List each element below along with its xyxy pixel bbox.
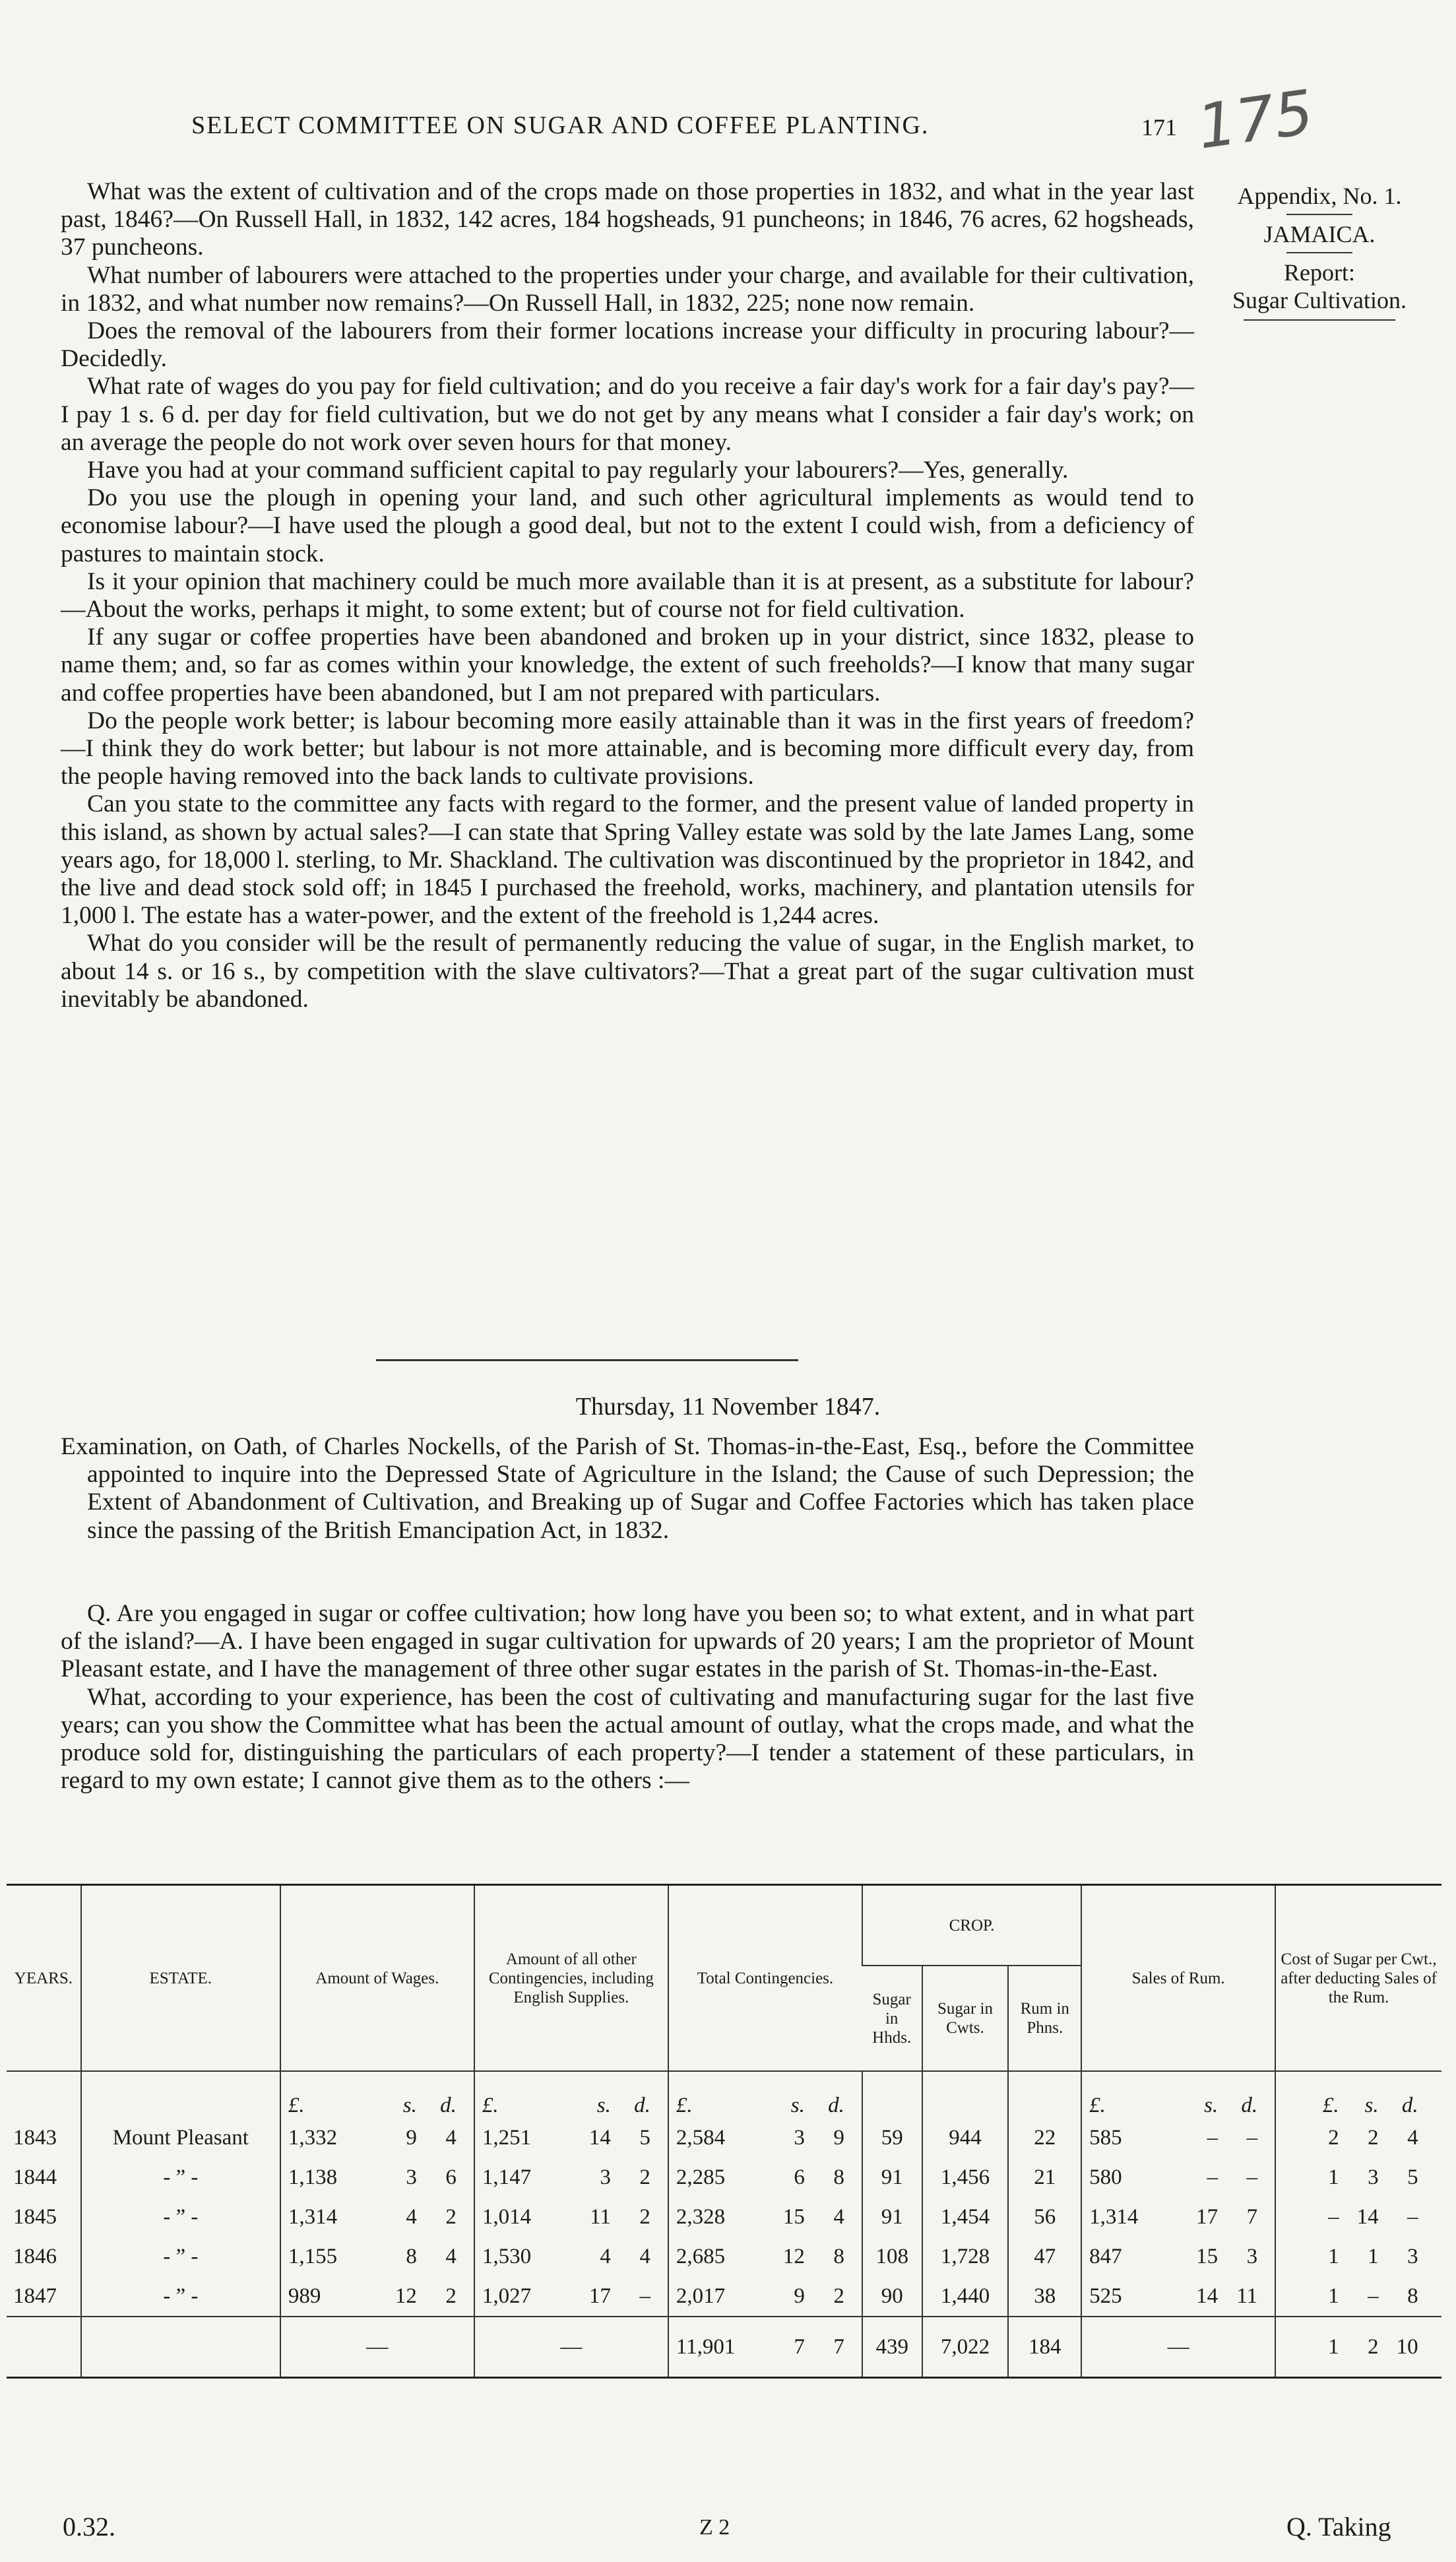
- col-header-sales: Sales of Rum.: [1081, 1885, 1275, 2072]
- table-row: [7, 2276, 1441, 2317]
- total-cell: [668, 2118, 862, 2158]
- unit-labels: £. s. d.: [1089, 2094, 1258, 2117]
- margin-rule: [1286, 214, 1352, 215]
- col-header-total: Total Contingencies.: [668, 1885, 862, 2072]
- col-header-cost: Cost of Sugar per Cwt., after deducting Sales of the Rum.: [1275, 1885, 1441, 2072]
- table-row: [7, 2118, 1441, 2158]
- col-header-years: YEARS.: [7, 1885, 81, 2072]
- sugar-hhds-total-cell: 439: [862, 2317, 922, 2378]
- money-amount: 1,155 8 4: [288, 2244, 457, 2268]
- money-amount: 2 2 4: [1328, 2125, 1418, 2150]
- contingencies-total-cell: —: [474, 2317, 668, 2378]
- cost-cell: [1275, 2276, 1441, 2317]
- col-header-contingencies: Amount of all other Contingencies, including English Supplies.: [474, 1885, 668, 2072]
- estate-cell: - ” -: [81, 2276, 280, 2317]
- paragraph: Do you use the plough in opening your land, and such other agricultural implements as would tend to economise labour?—I have used the plough a good deal, but not to the extent I could wish, from a deficiency of pastures to maintain stock.: [61, 484, 1194, 567]
- sales-cell: [1081, 2276, 1275, 2317]
- margin-sugar-cultivation: Sugar Cultivation.: [1232, 287, 1407, 313]
- money-amount: – 14 –: [1328, 2204, 1418, 2229]
- money-amount: 1,014 11 2: [482, 2204, 650, 2229]
- sales-total-cell: —: [1081, 2317, 1275, 2378]
- money-amount: 2,685 12 8: [676, 2244, 844, 2268]
- money-amount: 2,328 15 4: [676, 2204, 844, 2229]
- table-row: [7, 2197, 1441, 2237]
- paragraph: What number of labourers were attached to the properties under your charge, and available for their cultivation, in 1832, and what number now remains?—On Russell Hall, in 1832, 225; none now remain.: [61, 261, 1194, 317]
- margin-note: [1211, 182, 1428, 321]
- sugar-hhds-cell: 108: [862, 2237, 922, 2276]
- date-heading: Thursday, 11 November 1847.: [575, 1393, 881, 1421]
- sugar-hhds-cell: 91: [862, 2158, 922, 2197]
- sales-cell: [1081, 2237, 1275, 2276]
- sugar-hhds-cell: 90: [862, 2276, 922, 2317]
- estate-cell: - ” -: [81, 2158, 280, 2197]
- money-amount: 1,530 4 4: [482, 2244, 650, 2268]
- year-cell: 1846: [13, 2244, 57, 2268]
- wages-cell: [280, 2276, 474, 2317]
- estate-cell: - ” -: [81, 2237, 280, 2276]
- paragraph: What, according to your experience, has been the cost of cultivating and manufacturing sugar for the last five years; can you show the Committee what has been the actual amount of outlay, what the crops made, and what the produce sold for, distinguishing the particulars of each property?—I tender a statement of these particulars, in regard to my own estate; I cannot give them as to the others :—: [61, 1683, 1194, 1795]
- rum-total-cell: 184: [1008, 2317, 1081, 2378]
- units-row: [7, 2071, 1441, 2118]
- money-amount: 1 3 5: [1328, 2165, 1418, 2189]
- estate-accounts-table: [7, 1884, 1441, 2379]
- section-divider: [376, 1359, 798, 1361]
- money-amount: 989 12 2: [288, 2284, 457, 2308]
- contingencies-cell: [474, 2158, 668, 2197]
- total-cell: [668, 2237, 862, 2276]
- contingencies-cell: [474, 2118, 668, 2158]
- total-cell: [668, 2158, 862, 2197]
- wages-cell: [280, 2197, 474, 2237]
- cost-total-cell: [1275, 2317, 1441, 2378]
- contingencies-cell: [474, 2197, 668, 2237]
- paragraph: Is it your opinion that machinery could be much more available than it is at present, as a substitute for labour?—About the works, perhaps it might, to some extent; but of course not for field cultivation.: [61, 567, 1194, 624]
- total-cell: [668, 2197, 862, 2237]
- sugar-cwts-cell: 1,456: [922, 2158, 1009, 2197]
- money-amount: 1,314 17 7: [1089, 2204, 1258, 2229]
- sugar-cwts-cell: 1,440: [922, 2276, 1009, 2317]
- col-header-sugar-hhds: Sugar in Hhds.: [862, 1966, 922, 2071]
- rum-cell: 47: [1008, 2237, 1081, 2276]
- contingencies-cell: [474, 2276, 668, 2317]
- col-header-crop: CROP.: [862, 1885, 1081, 1966]
- examination-text: Examination, on Oath, of Charles Nockells, of the Parish of St. Thomas-in-the-East, Esq., before the Committee appointed to inquire into the Depressed State of Agriculture in the Island; the Cause of such Depression; the Extent of Abandonment of Cultivation, and Breaking up of Sugar and Coffee Factories which has taken place since the passing of the British Emancipation Act, in 1832.: [61, 1433, 1194, 1544]
- sales-cell: [1081, 2197, 1275, 2237]
- sugar-cwts-cell: 1,454: [922, 2197, 1009, 2237]
- sugar-cwts-cell: 944: [922, 2118, 1009, 2158]
- margin-rule: [1286, 252, 1352, 253]
- paragraph: Q. Are you engaged in sugar or coffee cultivation; how long have you been so; to what extent, and in what part of the island?—A. I have been engaged in sugar cultivation for upwards of 20 years; I am the proprietor of Mount Pleasant estate, and I have the management of three other sugar estates in the parish of St. Thomas-in-the-East.: [61, 1600, 1194, 1683]
- money-amount: 580 – –: [1089, 2165, 1258, 2189]
- table-row: [7, 2237, 1441, 2276]
- money-amount: 11,901 7 7: [676, 2334, 844, 2359]
- wages-cell: [280, 2237, 474, 2276]
- catchword: Q. Taking: [1286, 2512, 1391, 2542]
- totals-row: [7, 2317, 1441, 2378]
- question-answer-text: [61, 1600, 1194, 1795]
- unit-labels: £. s. d.: [482, 2094, 650, 2117]
- handwritten-folio-number: 175: [1193, 77, 1318, 163]
- contingencies-cell: [474, 2237, 668, 2276]
- money-amount: 1 – 8: [1328, 2284, 1418, 2308]
- estate-cell: [81, 2317, 280, 2378]
- table-row: [7, 2158, 1441, 2197]
- paragraph: What do you consider will be the result of permanently reducing the value of sugar, in the English market, to about 14 s. or 16 s., by competition with the slave cultivators?—That a great part of the sugar cultivation must inevitably be abandoned.: [61, 930, 1194, 1013]
- money-amount: 1 2 10: [1328, 2334, 1418, 2359]
- sales-cell: [1081, 2118, 1275, 2158]
- year-cell: 1844: [13, 2165, 57, 2189]
- cost-cell: [1275, 2197, 1441, 2237]
- money-amount: 2,584 3 9: [676, 2125, 844, 2150]
- unit-labels: £. s. d.: [1322, 2094, 1418, 2117]
- total-total-cell: [668, 2317, 862, 2378]
- footer-signature-mark: Z 2: [699, 2515, 730, 2540]
- unit-labels: £. s. d.: [676, 2094, 844, 2117]
- col-header-rum: Rum in Phns.: [1008, 1966, 1081, 2071]
- estate-cell: - ” -: [81, 2197, 280, 2237]
- page-header: [0, 77, 1456, 163]
- paragraph: If any sugar or coffee properties have been abandoned and broken up in your district, since 1832, please to name them; and, so far as comes within your knowledge, the extent of such freeholds?—I know that many sugar and coffee properties have been abandoned, but I am not prepared with particulars.: [61, 624, 1194, 707]
- paragraph: Does the removal of the labourers from their former locations increase your difficulty in procuring labour?—Decidedly.: [61, 317, 1194, 373]
- page-number: 171: [1141, 114, 1177, 141]
- evidence-text: [61, 178, 1194, 1013]
- margin-rule: [1244, 319, 1395, 321]
- col-header-sugar-cwts: Sugar in Cwts.: [922, 1966, 1009, 2071]
- wages-cell: [280, 2158, 474, 2197]
- examination-heading: [61, 1433, 1194, 1545]
- sugar-cwts-cell: 1,728: [922, 2237, 1009, 2276]
- cost-cell: [1275, 2158, 1441, 2197]
- col-header-wages: Amount of Wages.: [280, 1885, 474, 2072]
- cost-cell: [1275, 2118, 1441, 2158]
- money-amount: 1,147 3 2: [482, 2165, 650, 2189]
- wages-cell: [280, 2118, 474, 2158]
- estate-cell: Mount Pleasant: [81, 2118, 280, 2158]
- paragraph: Can you state to the committee any facts with regard to the former, and the present value of landed property in this island, as shown by actual sales?—I can state that Spring Valley estate was sold by the late James Lang, some years ago, for 18,000 l. sterling, to Mr. Shackland. The cultivation was discontinued by the proprietor in 1842, and the live and dead stock sold off; in 1845 I purchased the freehold, works, machinery, and plantation utensils for 1,000 l. The estate has a water-power, and the extent of the freehold is 1,244 acres.: [61, 790, 1194, 930]
- year-cell: [7, 2317, 81, 2378]
- margin-report: Report:: [1284, 259, 1355, 286]
- sugar-hhds-cell: 91: [862, 2197, 922, 2237]
- money-amount: 2,285 6 8: [676, 2165, 844, 2189]
- rum-cell: 22: [1008, 2118, 1081, 2158]
- money-amount: 1 1 3: [1328, 2244, 1418, 2268]
- money-amount: 1,332 9 4: [288, 2125, 457, 2150]
- money-amount: 1,251 14 5: [482, 2125, 650, 2150]
- col-header-estate: ESTATE.: [81, 1885, 280, 2072]
- money-amount: 1,138 3 6: [288, 2165, 457, 2189]
- paragraph: What was the extent of cultivation and of the crops made on those properties in 1832, and what in the year last past, 1846?—On Russell Hall, in 1832, 142 acres, 184 hogsheads, 91 puncheons; in 1846, 76 acres, 62 hogsheads, 37 puncheons.: [61, 178, 1194, 261]
- money-amount: 2,017 9 2: [676, 2284, 844, 2308]
- running-title: SELECT COMMITTEE ON SUGAR AND COFFEE PLANTING.: [191, 112, 930, 139]
- unit-labels: £. s. d.: [288, 2094, 457, 2117]
- paragraph: Do the people work better; is labour becoming more easily attainable than it was in the first years of freedom?—I think they do work better; but labour is not more attainable, and is becoming more difficult every day, from the people having removed into the back lands to cultivate provisions.: [61, 707, 1194, 790]
- table-body: [7, 2071, 1441, 2378]
- rum-cell: 56: [1008, 2197, 1081, 2237]
- sugar-hhds-cell: 59: [862, 2118, 922, 2158]
- sugar-cwts-total-cell: 7,022: [922, 2317, 1009, 2378]
- wages-total-cell: —: [280, 2317, 474, 2378]
- paragraph: Have you had at your command sufficient capital to pay regularly your labourers?—Yes, generally.: [87, 457, 1069, 484]
- year-cell: 1845: [13, 2204, 57, 2229]
- sales-cell: [1081, 2158, 1275, 2197]
- money-amount: 525 14 11: [1089, 2284, 1258, 2308]
- total-cell: [668, 2276, 862, 2317]
- money-amount: 585 – –: [1089, 2125, 1258, 2150]
- money-amount: 1,027 17 –: [482, 2284, 650, 2308]
- cost-cell: [1275, 2237, 1441, 2276]
- money-amount: 847 15 3: [1089, 2244, 1258, 2268]
- rum-cell: 38: [1008, 2276, 1081, 2317]
- rum-cell: 21: [1008, 2158, 1081, 2197]
- footer-left: 0.32.: [63, 2512, 115, 2542]
- margin-jamaica: JAMAICA.: [1263, 221, 1376, 247]
- money-amount: 1,314 4 2: [288, 2204, 457, 2229]
- year-cell: 1843: [13, 2125, 57, 2150]
- year-cell: 1847: [13, 2284, 57, 2308]
- margin-appendix: Appendix, No. 1.: [1237, 183, 1402, 209]
- paragraph: What rate of wages do you pay for field cultivation; and do you receive a fair day's work for a fair day's pay?—I pay 1 s. 6 d. per day for field cultivation, but we do not get by any means what I consider a fair day's work; on an average the people do not work over seven hours for that money.: [61, 373, 1194, 456]
